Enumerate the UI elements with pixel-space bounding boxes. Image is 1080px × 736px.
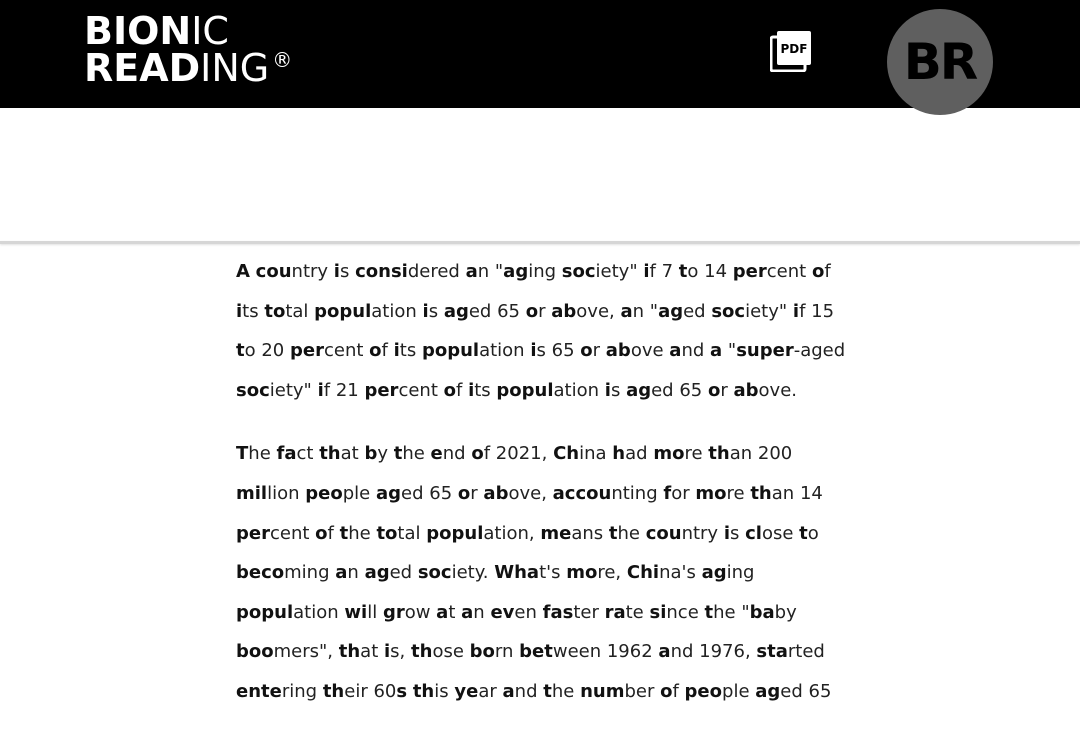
article-paragraph: The fact that by the end of 2021, China had more than 200 million people aged 65 or above, accounting for more than 14 percent of the total population, means the country is close to becoming an aged society. What's more, China's aging population will grow at an even faster rate since the "baby boomers", that is, those born between 1962 and 1976, started entering their 60s this year and the number of people aged 65 (236, 443, 832, 702)
logo-line-2-regular: ING (200, 46, 270, 90)
article-body (236, 252, 856, 736)
pdf-icon-label: PDF (780, 42, 808, 56)
logo-line-1 (84, 9, 292, 53)
toolbar-divider (0, 241, 1080, 244)
logo-line-1-bold: BION (84, 9, 192, 53)
avatar-initials: BR (903, 33, 977, 91)
user-avatar[interactable] (887, 9, 993, 115)
pdf-icon (770, 30, 812, 72)
pdf-export-button[interactable] (770, 30, 812, 72)
article-paragraph: A country is considered an "aging society" if 7 to 14 percent of its total population is aged 65 or above, an "aged society" if 15 to 20 percent of its population is 65 or above and a "super-aged society" if 21 percent of its population is aged 65 or above. (236, 261, 846, 401)
registered-mark: ® (272, 48, 293, 72)
logo-line-2 (84, 46, 293, 90)
bionic-reading-logo[interactable] (84, 9, 293, 90)
app-header (0, 0, 1080, 108)
logo-line-1-regular: IC (191, 9, 229, 53)
logo-line-2-bold: READ (84, 46, 201, 90)
